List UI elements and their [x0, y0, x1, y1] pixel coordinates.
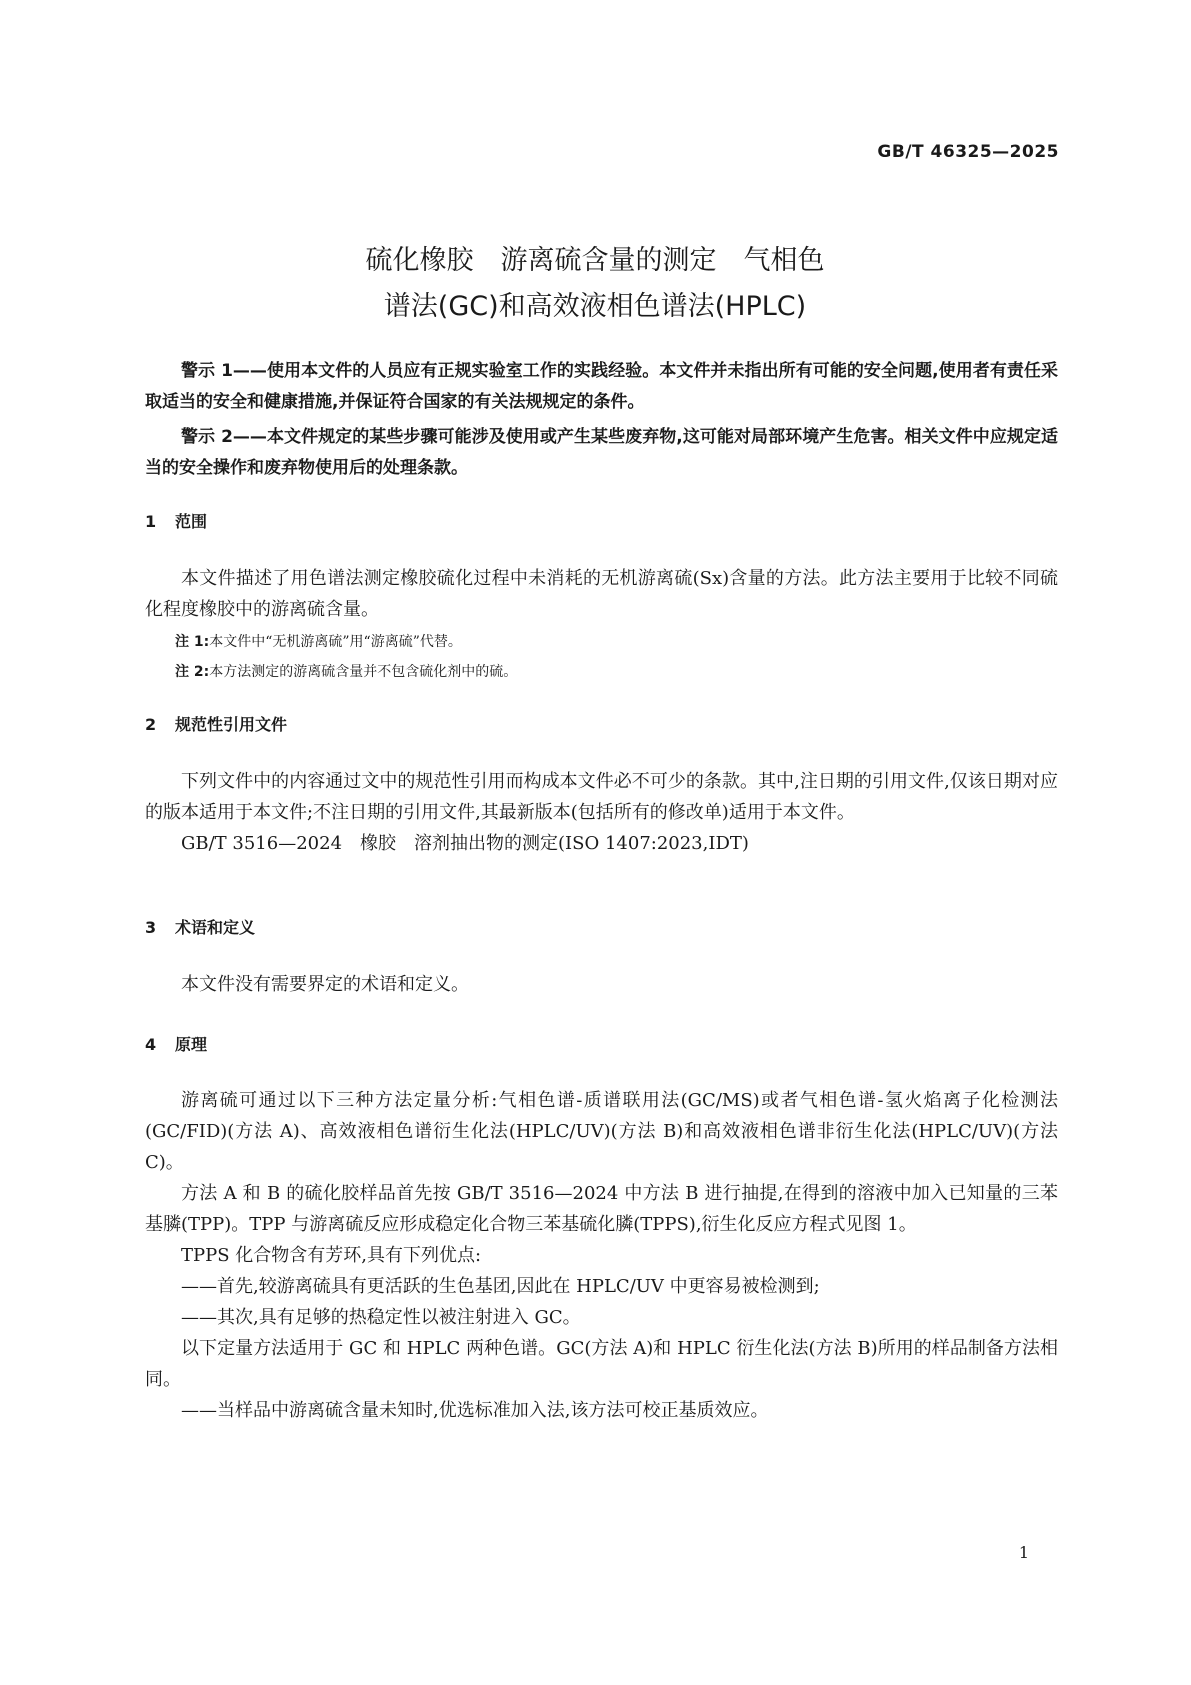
warning-2: 警示 2——本文件规定的某些步骤可能涉及使用或产生某些废弃物,这可能对局部环境产生危害。相关文件中应规定适当的安全操作和废弃物使用后的处理条款。 [145, 427, 1058, 478]
principle-paragraph-3: TPPS 化合物含有芳环,具有下列优点: [181, 1245, 482, 1266]
section-number: 4 [145, 1035, 157, 1054]
note-label: 注 2: [175, 664, 210, 680]
note-1 [145, 627, 1058, 657]
title-line-2: 谱法(GC)和高效液相色谱法(HPLC) [383, 291, 807, 322]
note-text: 本文件中“无机游离硫”用“游离硫”代替。 [209, 634, 462, 650]
page-number: 1 [1018, 1543, 1029, 1562]
section-title: 术语和定义 [175, 918, 256, 937]
note-text: 本方法测定的游离硫含量并不包含硫化剂中的硫。 [209, 664, 518, 680]
section-1-heading [145, 509, 207, 532]
document-title [140, 238, 1050, 330]
normative-paragraph: 下列文件中的内容通过文中的规范性引用而构成本文件必不可少的条款。其中,注日期的引用文件,仅该日期对应的版本适用于本文件;不注日期的引用文件,其最新版本(包括所有的修改单)适用于本文件。 [145, 771, 1058, 823]
note-label: 注 1: [175, 634, 210, 650]
principle-paragraph-1: 游离硫可通过以下三种方法定量分析:气相色谱-质谱联用法(GC/MS)或者气相色谱-氢火焰离子化检测法(GC/FID)(方法 A)、高效液相色谱衍生化法(HPLC/UV)(方法 B)和高效液相色谱非衍生化法(HPLC/UV)(方法 C)。 [145, 1090, 1058, 1173]
section-number: 2 [145, 715, 157, 734]
section-3-body [145, 969, 1058, 1000]
principle-paragraph-2: 方法 A 和 B 的硫化胶样品首先按 GB/T 3516—2024 中方法 B 进行抽提,在得到的溶液中加入已知量的三苯基膦(TPP)。TPP 与游离硫反应形成稳定化合物三苯基硫化膦(TPPS),衍生化反应方程式见图 1。 [145, 1183, 1058, 1235]
standard-code: GB/T 46325—2025 [877, 142, 1059, 162]
section-3-heading [145, 915, 255, 938]
principle-paragraph-4: 以下定量方法适用于 GC 和 HPLC 两种色谱。GC(方法 A)和 HPLC 衍生化法(方法 B)所用的样品制备方法相同。 [145, 1338, 1058, 1390]
title-line-1: 硫化橡胶 游离硫含量的测定 气相色 [365, 245, 825, 276]
warnings-block [145, 356, 1058, 484]
section-2-heading [145, 712, 287, 735]
section-title: 规范性引用文件 [175, 715, 288, 734]
section-title: 范围 [175, 512, 208, 531]
section-4-body [145, 1085, 1058, 1426]
principle-list-item-1: ——首先,较游离硫具有更活跃的生色基团,因此在 HPLC/UV 中更容易被检测到; [181, 1276, 820, 1297]
section-4-heading [145, 1032, 207, 1055]
principle-list-item-3: ——当样品中游离硫含量未知时,优选标准加入法,该方法可校正基质效应。 [181, 1400, 769, 1421]
section-title: 原理 [175, 1035, 208, 1054]
section-number: 1 [145, 512, 157, 531]
section-2-body [145, 766, 1058, 859]
warning-1: 警示 1——使用本文件的人员应有正规实验室工作的实践经验。本文件并未指出所有可能的安全问题,使用者有责任采取适当的安全和健康措施,并保证符合国家的有关法规规定的条件。 [145, 361, 1058, 412]
scope-paragraph: 本文件描述了用色谱法测定橡胶硫化过程中未消耗的无机游离硫(Sx)含量的方法。此方法主要用于比较不同硫化程度橡胶中的游离硫含量。 [145, 568, 1058, 620]
principle-list-item-2: ——其次,具有足够的热稳定性以被注射进入 GC。 [181, 1307, 581, 1328]
terms-paragraph: 本文件没有需要界定的术语和定义。 [181, 974, 469, 995]
section-number: 3 [145, 918, 157, 937]
section-1-body [145, 563, 1058, 687]
reference-entry: GB/T 3516—2024 橡胶 溶剂抽出物的测定(ISO 1407:2023,IDT) [181, 833, 749, 854]
note-2 [145, 657, 1058, 687]
